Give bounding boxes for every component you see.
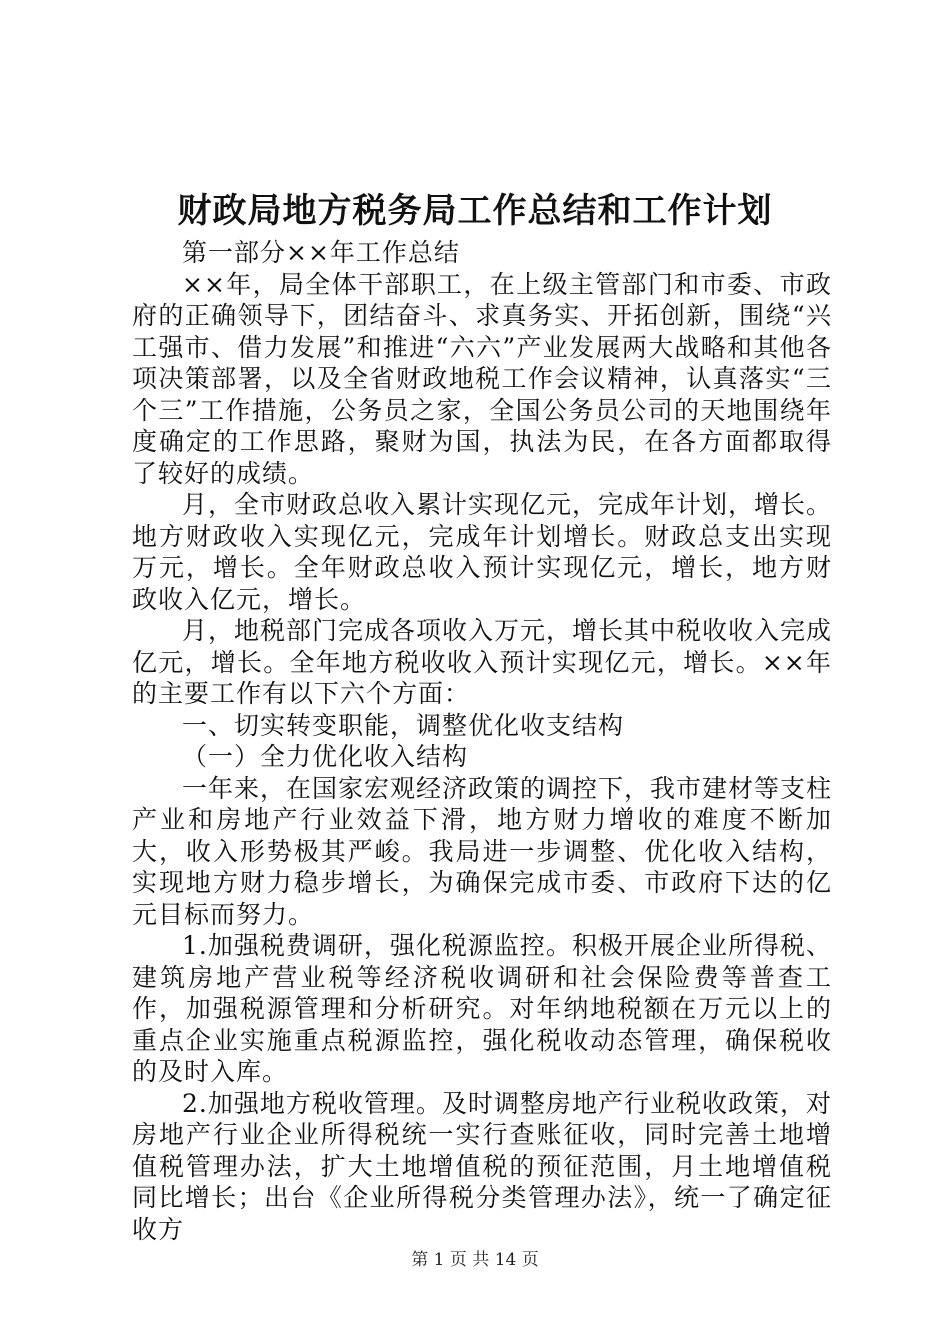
paragraph: 一年来，在国家宏观经济政策的调控下，我市建材等支柱产业和房地产行业效益下滑，地方财力增收的难度不断加大，收入形势极其严峻。我局进一步调整、优化收入结构，实现地方财力稳步增长，为确保完成市委、市政府下达的亿元目标而努力。 [132,773,833,929]
page-footer: 第 1 页 共 14 页 [411,1250,539,1270]
paragraph: 2.加强地方税收管理。及时调整房地产行业税收政策，对房地产行业企业所得税统一实行查账征收，同时完善土地增值税管理办法，扩大土地增值税的预征范围，月土地增值税同比增长；出台《企业所得税分类管理办法》，统一了确定征收方 [132,1088,832,1244]
paragraph: 1.加强税费调研，强化税源监控。积极开展企业所得税、建筑房地产营业税等经济税收调研和社会保险费等普查工作，加强税源管理和分析研究。对年纳地税额在万元以上的重点企业实施重点税源监控，强化税收动态管理，确保税收的及时入库。 [132,931,832,1086]
document-body [132,237,832,1245]
paragraph: 月，地税部门完成各项收入万元，增长其中税收收入完成亿元，增长。全年地方税收收入预计实现亿元，增长。××年的主要工作有以下六个方面： [132,616,833,708]
paragraph: ××年，局全体干部职工，在上级主管部门和市委、市政府的正确领导下，团结奋斗、求真务实、开拓创新，围绕“兴工强市、借力发展”和推进“六六”产业发展两大战略和其他各项决策部署，以及全省财政地税工作会议精神，认真落实“三个三”工作措施，公务员之家，全国公务员公司的天地围绕年度确定的工作思路，聚财为国，执法为民，在各方面都取得了较好的成绩。 [132,269,832,488]
subsection-heading: （一）全力优化收入结构 [182,742,469,771]
paragraph: 月，全市财政总收入累计实现亿元，完成年计划，增长。地方财政收入实现亿元，完成年计划增长。财政总支出实现万元，增长。全年财政总收入预计实现亿元，增长，地方财政收入亿元，增长。 [132,490,833,614]
document-title: 财政局地方税务局工作总结和工作计划 [177,191,773,231]
section-heading: 第一部分××年工作总结 [182,238,460,267]
section-heading: 一、切实转变职能，调整优化收支结构 [182,710,625,740]
